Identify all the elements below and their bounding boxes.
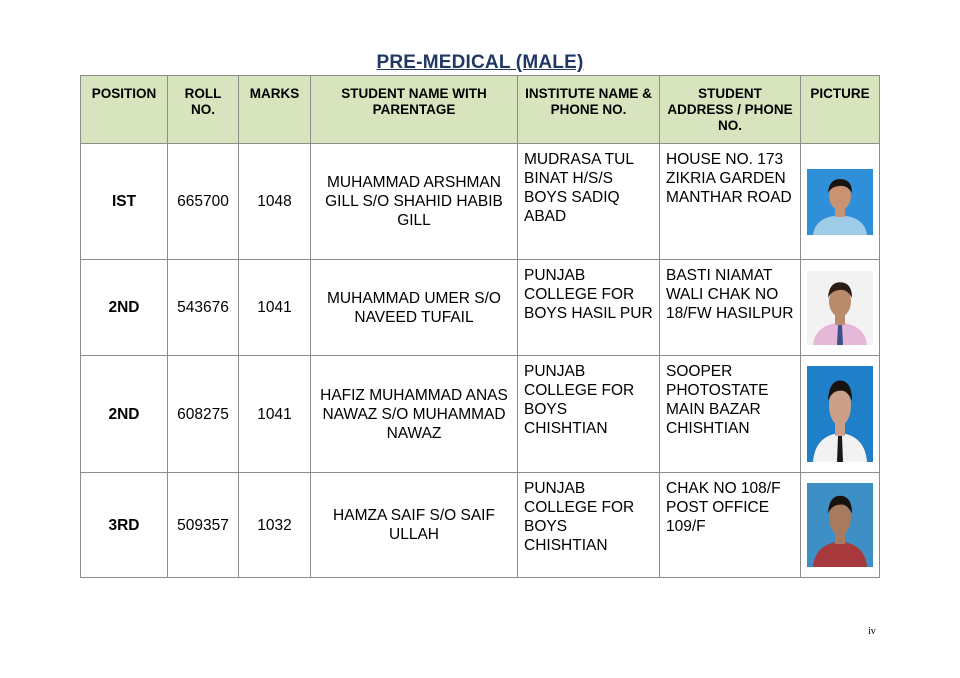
roll-no-cell: 608275 [168, 356, 239, 473]
page-number: iv [868, 626, 876, 637]
address-cell: SOOPER PHOTOSTATE MAIN BAZAR CHISHTIAN [660, 356, 801, 473]
position-cell: 2ND [81, 260, 168, 356]
institute-cell: MUDRASA TUL BINAT H/S/S BOYS SADIQ ABAD [518, 144, 660, 260]
photo-tie [837, 324, 843, 344]
page-title: PRE-MEDICAL (MALE) [376, 52, 584, 73]
table-row [81, 260, 880, 356]
column-header-roll-no: ROLL NO. [168, 76, 239, 144]
address-cell: HOUSE NO. 173 ZIKRIA GARDEN MANTHAR ROAD [660, 144, 801, 260]
student-photo [807, 169, 873, 235]
table-row [81, 473, 880, 578]
student-photo [807, 366, 873, 462]
column-header-student-name: STUDENT NAME WITH PARENTAGE [311, 76, 518, 144]
table-header-row [81, 76, 880, 144]
student-photo [807, 483, 873, 567]
roll-no-cell: 543676 [168, 260, 239, 356]
picture-cell [801, 473, 880, 578]
photo-tie [837, 217, 843, 235]
marks-cell: 1048 [239, 144, 311, 260]
picture-cell [801, 356, 880, 473]
institute-cell: PUNJAB COLLEGE FOR BOYS CHISHTIAN [518, 473, 660, 578]
picture-cell [801, 144, 880, 260]
marks-cell: 1032 [239, 473, 311, 578]
marks-cell: 1041 [239, 260, 311, 356]
position-cell: IST [81, 144, 168, 260]
column-header-institute: INSTITUTE NAME & PHONE NO. [518, 76, 660, 144]
roll-no-cell: 509357 [168, 473, 239, 578]
address-cell: BASTI NIAMAT WALI CHAK NO 18/FW HASILPUR [660, 260, 801, 356]
position-cell: 2ND [81, 356, 168, 473]
student-name-cell: HAMZA SAIF S/O SAIF ULLAH [311, 473, 518, 578]
student-name-cell: MUHAMMAD ARSHMAN GILL S/O SHAHID HABIB GILL [311, 144, 518, 260]
photo-tie [837, 544, 843, 567]
table-row [81, 144, 880, 260]
roll-no-cell: 665700 [168, 144, 239, 260]
institute-cell: PUNJAB COLLEGE FOR BOYS CHISHTIAN [518, 356, 660, 473]
address-cell: CHAK NO 108/F POST OFFICE 109/F [660, 473, 801, 578]
position-cell: 3RD [81, 473, 168, 578]
marks-cell: 1041 [239, 356, 311, 473]
column-header-address: STUDENT ADDRESS / PHONE NO. [660, 76, 801, 144]
column-header-position: POSITION [81, 76, 168, 144]
student-photo [807, 271, 873, 345]
student-name-cell: HAFIZ MUHAMMAD ANAS NAWAZ S/O MUHAMMAD NAWAZ [311, 356, 518, 473]
column-header-marks: MARKS [239, 76, 311, 144]
institute-cell: PUNJAB COLLEGE FOR BOYS HASIL PUR [518, 260, 660, 356]
results-table [80, 75, 880, 578]
picture-cell [801, 260, 880, 356]
table-row [81, 356, 880, 473]
photo-tie [837, 436, 843, 462]
student-name-cell: MUHAMMAD UMER S/O NAVEED TUFAIL [311, 260, 518, 356]
column-header-picture: PICTURE [801, 76, 880, 144]
